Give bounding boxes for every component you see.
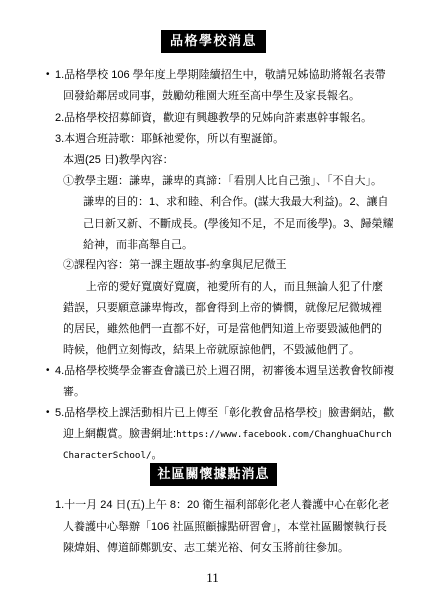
item-text-line: 2.品格學校招募師資，歡迎有興趣教學的兄姊向許素惠幹事報名。 [55,112,373,124]
theme-text-line: 謙卑的目的：1、求和睦、利合作。(謀大我最大利益)。2、讓自 [83,196,389,208]
facebook-url-line [63,426,392,442]
item-text-line: 本週(25 日)教學內容： [63,154,174,166]
item-text-line: 5.品格學校上課活動相片已上傳至「彰化教會品格學校」臉書網站，歡 [55,407,395,419]
theme-text-line: 己日新又新、不斷成長。(學後知不足，不足而後學)。3、歸榮耀 [83,218,394,230]
theme-text-line: 給神，而非高舉自己。 [83,239,193,251]
item-text-line: 4.品格學校獎學金審查會議已於上週召開，初審後本週呈送教會牧師複 [55,365,395,377]
item-text-line: 陳煒娟、傳道師鄭凱安、志工葉光裕、何女玉將前往參加。 [63,542,349,554]
section-title: 品格學校消息 [169,34,257,49]
item-text-line: 1.品格學校 106 學年度上學期陸續招生中，敬請兄姊協助將報名表帶 [55,69,386,81]
sentence-end: 。 [151,449,163,461]
item-text-line: 人養護中心舉辦「106 社區照顧據點研習會」，本堂社區關懷執行長 [63,521,387,533]
item-text-line: 1.十一月 24 日(五)上午 8：20 衛生福利部彰化老人養護中心在彰化老 [55,499,390,511]
course-text-line: ②課程內容：第一課主題故事-約拿與尼尼微王 [63,259,287,271]
facebook-url: CharacterSchool/ [63,450,152,461]
course-text-line: 的居民，雖然他們一直都不好，可是當他們知道上帝要毀滅他們的 [63,323,382,335]
page-number: 11 [206,570,219,585]
section-title: 社區關懷據點消息 [157,467,270,482]
list-bullet: • [46,365,50,376]
course-text-line: 上帝的愛好寬廣好寬廣，祂愛所有的人，而且無論人犯了什麼 [86,281,383,293]
url-label: 迎上網觀賞。臉書網址: [63,428,177,440]
facebook-url-line [63,447,163,463]
course-text-line: 錯誤，只要願意謙卑悔改，都會得到上帝的憐憫，就像尼尼微城裡 [63,302,382,314]
section-header-character-school [161,30,266,53]
list-bullet: • [46,69,50,80]
item-text-line: 回發給鄰居或同事，鼓勵幼稚園大班至高中學生及家長報名。 [63,90,360,102]
section-header-community-care [150,463,277,486]
facebook-url: https://www.facebook.com/ChanghuaChurch [176,429,392,440]
list-bullet: • [46,407,50,418]
theme-text-line: ①教學主題：謙卑，謙卑的真諦：「看別人比自己強」、「不自大」。 [63,175,382,187]
item-text-line: 3.本週合班詩歌：耶穌祂愛你，所以有聖誕節。 [55,133,285,145]
item-text-line: 審。 [63,386,85,398]
course-text-line: 時候，他們立刻悔改，結果上帝就原諒他們，不毀滅他們了。 [63,344,360,356]
